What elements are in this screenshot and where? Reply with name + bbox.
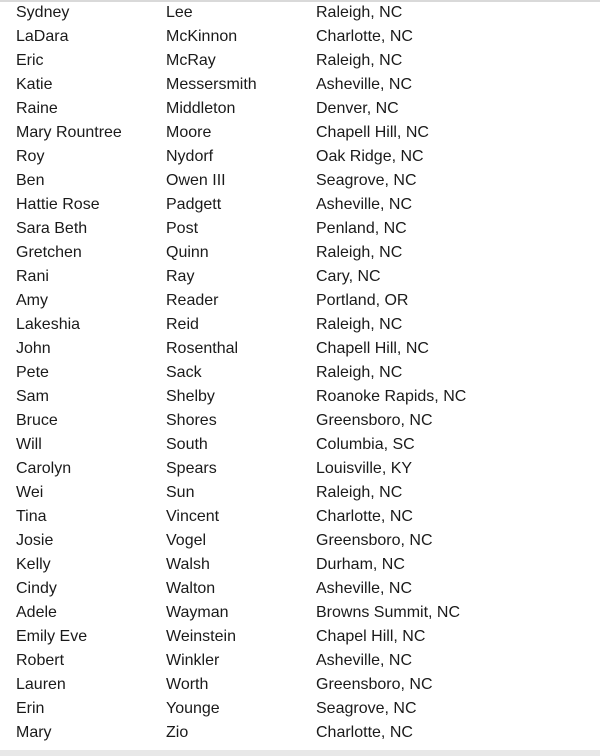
last-name-cell: Walsh xyxy=(166,556,210,573)
first-name-cell: Tina xyxy=(16,508,47,525)
city-cell: Raleigh, NC xyxy=(316,244,403,261)
last-name-cell: Sun xyxy=(166,484,195,501)
list-row xyxy=(0,73,600,97)
list-row xyxy=(0,649,600,673)
last-name-cell: McRay xyxy=(166,52,216,69)
city-cell: Durham, NC xyxy=(316,556,405,573)
first-name-cell: Gretchen xyxy=(16,244,82,261)
list-row xyxy=(0,433,600,457)
city-cell: Charlotte, NC xyxy=(316,724,413,741)
first-name-cell: Carolyn xyxy=(16,460,72,477)
city-cell: Asheville, NC xyxy=(316,196,413,213)
last-name-cell: Winkler xyxy=(166,652,220,669)
last-name-cell: Spears xyxy=(166,460,217,477)
last-name-cell: Younge xyxy=(166,700,220,717)
last-name-cell: Sack xyxy=(166,364,202,381)
city-cell: Oak Ridge, NC xyxy=(316,148,424,165)
first-name-cell: Eric xyxy=(16,52,44,69)
last-name-cell: Worth xyxy=(166,676,209,693)
city-cell: Penland, NC xyxy=(316,220,407,237)
list-row xyxy=(0,145,600,169)
first-name-cell: Sam xyxy=(16,388,49,405)
list-row xyxy=(0,25,600,49)
city-cell: Charlotte, NC xyxy=(316,508,413,525)
list-row xyxy=(0,97,600,121)
city-cell: Raleigh, NC xyxy=(316,52,403,69)
city-cell: Raleigh, NC xyxy=(316,484,403,501)
first-name-cell: Pete xyxy=(16,364,49,381)
list-row xyxy=(0,241,600,265)
list-row xyxy=(0,193,600,217)
city-cell: Cary, NC xyxy=(316,268,381,285)
first-name-cell: Mary xyxy=(16,724,52,741)
first-name-cell: Raine xyxy=(16,100,58,117)
city-cell: Denver, NC xyxy=(316,100,399,117)
first-name-cell: Sydney xyxy=(16,4,70,21)
bottom-scroll-edge xyxy=(0,750,600,756)
last-name-cell: South xyxy=(166,436,208,453)
city-cell: Louisville, KY xyxy=(316,460,413,477)
city-cell: Portland, OR xyxy=(316,292,409,309)
first-name-cell: Hattie Rose xyxy=(16,196,100,213)
last-name-cell: Post xyxy=(166,220,199,237)
last-name-cell: Reader xyxy=(166,292,219,309)
last-name-cell: Quinn xyxy=(166,244,209,261)
list-row xyxy=(0,697,600,721)
list-row xyxy=(0,49,600,73)
list-row xyxy=(0,481,600,505)
last-name-cell: Vogel xyxy=(166,532,207,549)
first-name-cell: Robert xyxy=(16,652,65,669)
first-name-cell: Amy xyxy=(16,292,48,309)
city-cell: Chapell Hill, NC xyxy=(316,340,429,357)
last-name-cell: Middleton xyxy=(166,100,236,117)
last-name-cell: Lee xyxy=(166,4,193,21)
first-name-cell: Josie xyxy=(16,532,54,549)
city-cell: Greensboro, NC xyxy=(316,676,433,693)
city-cell: Raleigh, NC xyxy=(316,364,403,381)
city-cell: Asheville, NC xyxy=(316,76,413,93)
first-name-cell: Katie xyxy=(16,76,53,93)
list-row xyxy=(0,169,600,193)
city-cell: Chapell Hill, NC xyxy=(316,124,429,141)
first-name-cell: LaDara xyxy=(16,28,69,45)
last-name-cell: Padgett xyxy=(166,196,222,213)
last-name-cell: Shores xyxy=(166,412,217,429)
first-name-cell: Lauren xyxy=(16,676,66,693)
list-row xyxy=(0,265,600,289)
last-name-cell: Weinstein xyxy=(166,628,236,645)
first-name-cell: Cindy xyxy=(16,580,57,597)
first-name-cell: Roy xyxy=(16,148,45,165)
first-name-cell: Wei xyxy=(16,484,44,501)
city-cell: Charlotte, NC xyxy=(316,28,413,45)
city-cell: Raleigh, NC xyxy=(316,4,403,21)
list-row xyxy=(0,1,600,25)
last-name-cell: Rosenthal xyxy=(166,340,239,357)
list-row xyxy=(0,385,600,409)
last-name-cell: Reid xyxy=(166,316,199,333)
first-name-cell: Ben xyxy=(16,172,45,189)
first-name-cell: Mary Rountree xyxy=(16,124,122,141)
city-cell: Greensboro, NC xyxy=(316,412,433,429)
first-name-cell: Sara Beth xyxy=(16,220,88,237)
first-name-cell: Erin xyxy=(16,700,45,717)
list-row xyxy=(0,553,600,577)
list-row xyxy=(0,601,600,625)
first-name-cell: Bruce xyxy=(16,412,58,429)
list-row xyxy=(0,313,600,337)
list-row xyxy=(0,505,600,529)
list-row xyxy=(0,625,600,649)
first-name-cell: Kelly xyxy=(16,556,51,573)
list-row xyxy=(0,337,600,361)
last-name-cell: Vincent xyxy=(166,508,220,525)
city-cell: Asheville, NC xyxy=(316,580,413,597)
city-cell: Seagrove, NC xyxy=(316,172,417,189)
city-cell: Seagrove, NC xyxy=(316,700,417,717)
first-name-cell: John xyxy=(16,340,51,357)
last-name-cell: Shelby xyxy=(166,388,215,405)
last-name-cell: Walton xyxy=(166,580,216,597)
last-name-cell: Zio xyxy=(166,724,189,741)
last-name-cell: McKinnon xyxy=(166,28,238,45)
last-name-cell: Moore xyxy=(166,124,212,141)
list-row xyxy=(0,121,600,145)
list-row xyxy=(0,457,600,481)
first-name-cell: Emily Eve xyxy=(16,628,88,645)
last-name-cell: Nydorf xyxy=(166,148,214,165)
list-row xyxy=(0,577,600,601)
city-cell: Columbia, SC xyxy=(316,436,415,453)
list-row xyxy=(0,217,600,241)
city-cell: Chapel Hill, NC xyxy=(316,628,426,645)
first-name-cell: Rani xyxy=(16,268,49,285)
last-name-cell: Ray xyxy=(166,268,195,285)
city-cell: Browns Summit, NC xyxy=(316,604,461,621)
city-cell: Raleigh, NC xyxy=(316,316,403,333)
last-name-cell: Wayman xyxy=(166,604,229,621)
list-row xyxy=(0,361,600,385)
list-row xyxy=(0,529,600,553)
list-row xyxy=(0,289,600,313)
last-name-cell: Messersmith xyxy=(166,76,257,93)
first-name-cell: Lakeshia xyxy=(16,316,81,333)
first-name-cell: Adele xyxy=(16,604,57,621)
list-row xyxy=(0,409,600,433)
first-name-cell: Will xyxy=(16,436,42,453)
last-name-cell: Owen III xyxy=(166,172,226,189)
name-list xyxy=(0,1,600,745)
list-row xyxy=(0,673,600,697)
list-row xyxy=(0,721,600,745)
city-cell: Asheville, NC xyxy=(316,652,413,669)
city-cell: Greensboro, NC xyxy=(316,532,433,549)
city-cell: Roanoke Rapids, NC xyxy=(316,388,467,405)
